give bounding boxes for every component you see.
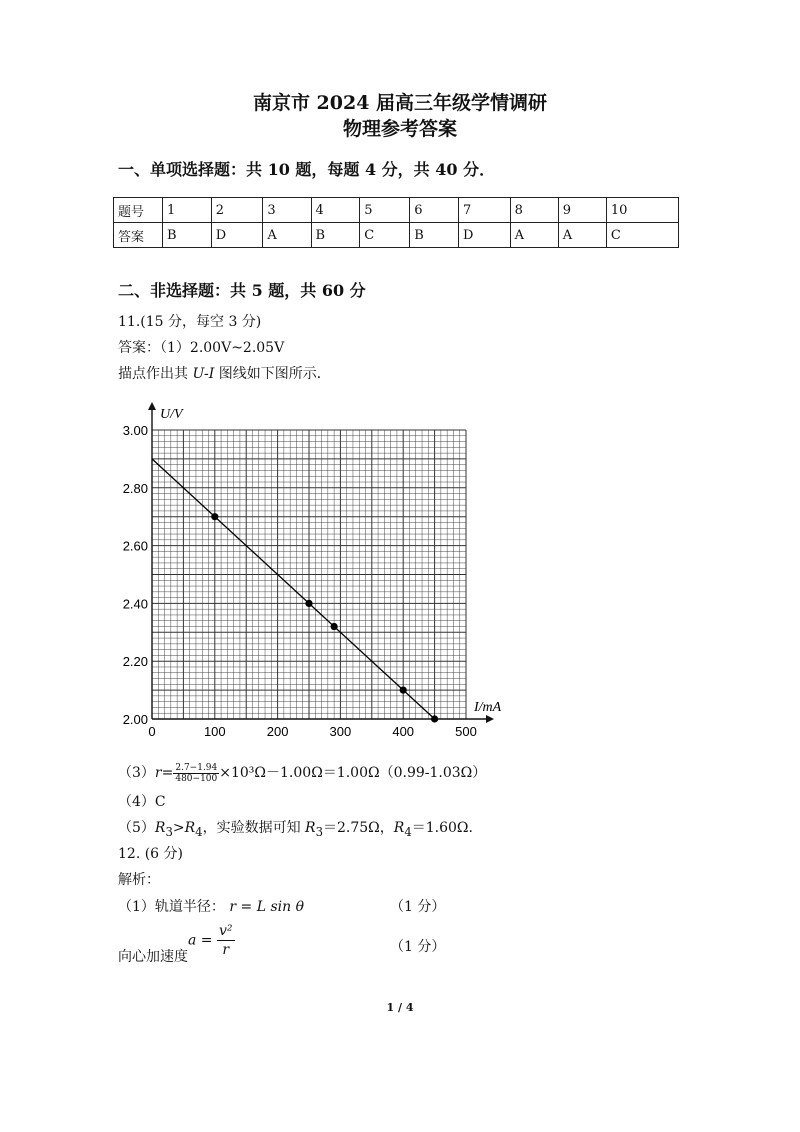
table-cell: 2	[211, 198, 263, 223]
part5-sub3b: 3	[315, 824, 324, 839]
part3-var: r	[154, 765, 162, 781]
x-axis-arrow	[486, 715, 494, 723]
part5-label: （5）	[118, 820, 155, 836]
table-cell: B	[163, 223, 212, 248]
ui-chart	[100, 395, 540, 745]
page-title: 南京市 2024 届高三年级学情调研	[252, 92, 548, 114]
page-number: 1 / 4	[386, 1001, 414, 1014]
fit-line	[152, 459, 435, 719]
q12-p2-lhs: a =	[188, 932, 213, 949]
table-cell: 5	[360, 198, 410, 223]
part5-r4b: R	[393, 820, 405, 836]
y-tick-label: 2.80	[122, 480, 148, 496]
part3-frac-den: 480−100	[175, 773, 218, 784]
table-row	[114, 223, 679, 248]
y-axis-label: U/V	[160, 407, 183, 422]
page-subtitle: 物理参考答案	[342, 118, 457, 140]
q12-p2-den: r	[222, 942, 230, 958]
q12-header: 12. (6 分)	[118, 846, 183, 862]
table-cell: A	[263, 223, 311, 248]
x-tick-label: 200	[266, 724, 289, 739]
q11-part5	[118, 817, 473, 839]
table-cell: 8	[510, 198, 558, 223]
part3-rest: ×10³Ω－1.00Ω＝1.00Ω（0.99-1.03Ω）	[219, 765, 487, 781]
part5-val3: ＝2.75Ω，	[323, 820, 394, 836]
y-tick-label: 2.20	[122, 654, 148, 670]
table-cell: D	[458, 223, 510, 248]
x-tick-label: 500	[455, 724, 477, 739]
q11-part3	[118, 762, 486, 784]
x-tick-label: 300	[329, 724, 352, 739]
y-tick-label: 3.00	[122, 423, 148, 438]
table-cell: B	[410, 223, 459, 248]
y-tick-label: 2.60	[122, 538, 148, 554]
y-axis-arrow	[148, 402, 156, 410]
q12-p2-num: v²	[218, 923, 233, 939]
q12-p2-formula	[188, 922, 235, 959]
y-tick-label: 2.40	[122, 596, 148, 612]
q11-header: 11.(15 分，每空 3 分)	[118, 314, 262, 330]
table-cell: C	[606, 223, 678, 248]
part5-sub4b: 4	[404, 824, 412, 839]
q12-analysis: 解析：	[118, 872, 160, 888]
section1-heading: 一、单项选择题：共 10 题，每题 4 分，共 40 分．	[118, 160, 496, 179]
q11-desc-suffix: 图线如下图所示．	[214, 366, 331, 382]
y-tick-label: 2.00	[122, 712, 148, 727]
part5-sub4: 4	[195, 824, 203, 839]
table-cell: D	[211, 223, 263, 248]
x-tick-label: 0	[148, 724, 156, 739]
q12-p2-fraction	[217, 922, 235, 959]
data-point	[211, 513, 218, 520]
q12-p1-label: （1）轨道半径：	[118, 899, 225, 915]
table-cell: 3	[263, 198, 311, 223]
data-point	[305, 600, 312, 607]
q12-p1-formula: r = L sin θ	[229, 899, 305, 915]
table-row	[114, 198, 679, 223]
q12-p2-label: 向心加速度	[118, 949, 188, 965]
part5-text: ，实验数据可知	[202, 820, 306, 836]
table-cell: A	[558, 223, 606, 248]
table-cell: 10	[606, 198, 678, 223]
section2-heading: 二、非选择题：共 5 题，共 60 分	[118, 281, 366, 300]
part3-fraction	[173, 763, 219, 784]
part5-val4: ＝1.60Ω.	[411, 820, 473, 836]
x-axis-label: I/mA	[474, 700, 502, 715]
q12-p2-score: （1 分）	[390, 939, 446, 955]
table-cell: 1	[163, 198, 212, 223]
answer-table	[113, 197, 679, 248]
q11-desc	[118, 363, 331, 383]
table-cell: 题号	[114, 198, 163, 223]
table-cell: 7	[458, 198, 510, 223]
part5-r3b: R	[305, 820, 316, 836]
part3-eq: =	[161, 765, 174, 781]
data-point	[400, 687, 407, 694]
part5-r3: R	[154, 820, 166, 836]
table-cell: 9	[558, 198, 606, 223]
table-cell: C	[360, 223, 410, 248]
q11-desc-em: U-I	[192, 366, 215, 382]
q12-part1	[118, 896, 304, 916]
part5-gt: >	[172, 820, 185, 836]
part3-label: （3）	[118, 765, 155, 781]
table-cell: A	[510, 223, 558, 248]
part3-frac-num: 2.7−1.94	[175, 762, 218, 773]
q12-p1-score: （1 分）	[390, 899, 446, 915]
x-tick-label: 100	[203, 724, 226, 739]
x-tick-label: 400	[392, 724, 415, 739]
data-point	[331, 623, 338, 630]
table-cell: 4	[311, 198, 360, 223]
q11-answer1: 答案：（1）2.00V~2.05V	[118, 340, 285, 356]
table-cell: 6	[410, 198, 459, 223]
q11-part4: （4）C	[118, 794, 166, 810]
q11-desc-prefix: 描点作出其	[118, 366, 193, 382]
data-point	[431, 715, 438, 722]
part5-r4: R	[184, 820, 196, 836]
part5-sub3: 3	[165, 824, 173, 839]
table-cell: B	[311, 223, 360, 248]
table-cell: 答案	[114, 223, 163, 248]
